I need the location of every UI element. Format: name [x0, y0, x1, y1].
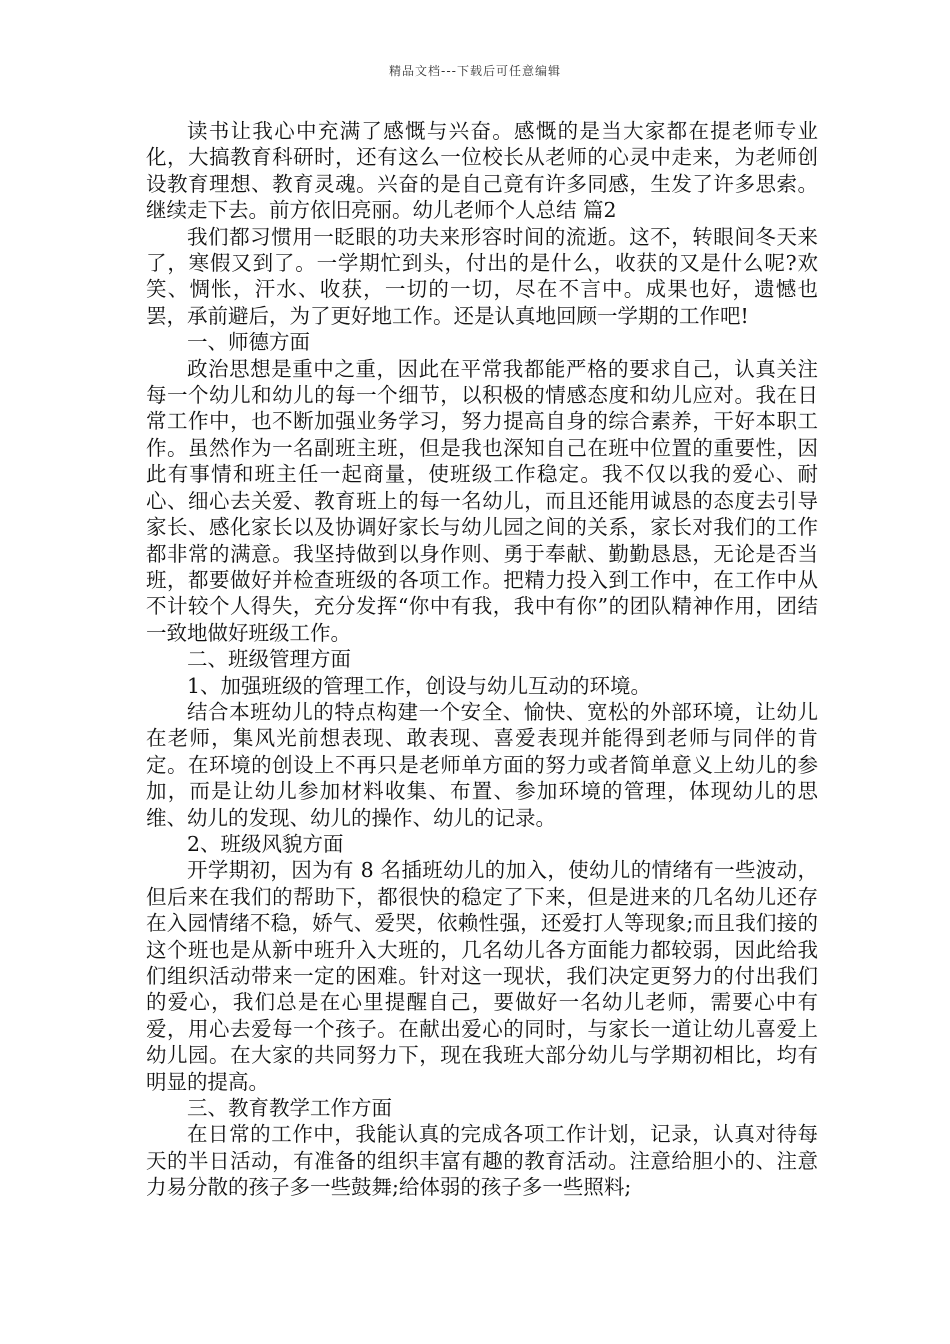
- subsection-heading: 1、加强班级的管理工作，创设与幼儿互动的环境。: [187, 673, 652, 698]
- section-heading: 二、班级管理方面: [187, 647, 351, 672]
- paragraph: 结合本班幼儿的特点构建一个安全、愉快、宽松的外部环境，让幼儿在老师，集风光前想表现、敢表现、喜爱表现并能得到老师与同伴的肯定。在环境的创设上不再只是老师单方面的努力或者简单意义上幼儿的参加，而是让幼儿参加材料收集、布置、参加环境的管理，体现幼儿的思维、幼儿的发现、幼儿的操作、幼儿的记录。: [146, 699, 818, 830]
- paragraph: 读书让我心中充满了感慨与兴奋。感慨的是当大家都在提老师专业化，大搞教育科研时，还有这么一位校长从老师的心灵中走来，为老师创设教育理想、教育灵魂。兴奋的是自己竟有许多同感，生发了许多思索。继续走下去。前方依旧亮丽。幼儿老师个人总结 篇2: [146, 119, 818, 223]
- section-heading: 一、师德方面: [187, 330, 310, 355]
- page-header: 精品文档---下载后可任意编辑: [389, 64, 561, 78]
- document-body: [146, 118, 818, 1201]
- section-heading: 三、教育教学工作方面: [187, 1096, 392, 1121]
- paragraph: 开学期初，因为有 8 名插班幼儿的加入，使幼儿的情绪有一些波动，但后来在我们的帮助下，都很快的稳定了下来，但是进来的几名幼儿还存在入园情绪不稳，娇气、爱哭，依赖性强，还爱打人等现象;而且我们接的这个班也是从新中班升入大班的，几名幼儿各方面能力都较弱，因此给我们组织活动带来一定的困难。针对这一现状，我们决定更努力的付出我们的爱心，我们总是在心里提醒自己，要做好一名幼儿老师，需要心中有爱，用心去爱每一个孩子。在献出爱心的同时，与家长一道让幼儿喜爱上幼儿园。在大家的共同努力下，现在我班大部分幼儿与学期初相比，均有明显的提高。: [146, 858, 818, 1094]
- subsection-heading: 2、班级风貌方面: [187, 831, 344, 856]
- paragraph: 政治思想是重中之重，因此在平常我都能严格的要求自己，认真关注每一个幼儿和幼儿的每一个细节，以积极的情感态度和幼儿应对。我在日常工作中，也不断加强业务学习，努力提高自身的综合素养，干好本职工作。虽然作为一名副班主班，但是我也深知自己在班中位置的重要性，因此有事情和班主任一起商量，使班级工作稳定。我不仅以我的爱心、耐心、细心去关爱、教育班上的每一名幼儿，而且还能用诚恳的态度去引导家长、感化家长以及协调好家长与幼儿园之间的关系，家长对我们的工作都非常的满意。我坚持做到以身作则、勇于奉献、勤勤恳恳，无论是否当班，都要做好并检查班级的各项工作。把精力投入到工作中，在工作中从不计较个人得失，充分发挥“你中有我，我中有你”的团队精神作用，团结一致地做好班级工作。: [146, 356, 818, 645]
- paragraph: 在日常的工作中，我能认真的完成各项工作计划，记录，认真对待每天的半日活动，有准备的组织丰富有趣的教育活动。注意给胆小的、注意力易分散的孩子多一些鼓舞;给体弱的孩子多一些照料;: [146, 1122, 818, 1200]
- paragraph: 我们都习惯用一眨眼的功夫来形容时间的流逝。这不，转眼间冬天来了，寒假又到了。一学期忙到头，付出的是什么，收获的又是什么呢?欢笑、惆怅，汗水、收获，一切的一切，尽在不言中。成果也好，遗憾也罢，承前避后，为了更好地工作。还是认真地回顾一学期的工作吧!: [146, 224, 818, 328]
